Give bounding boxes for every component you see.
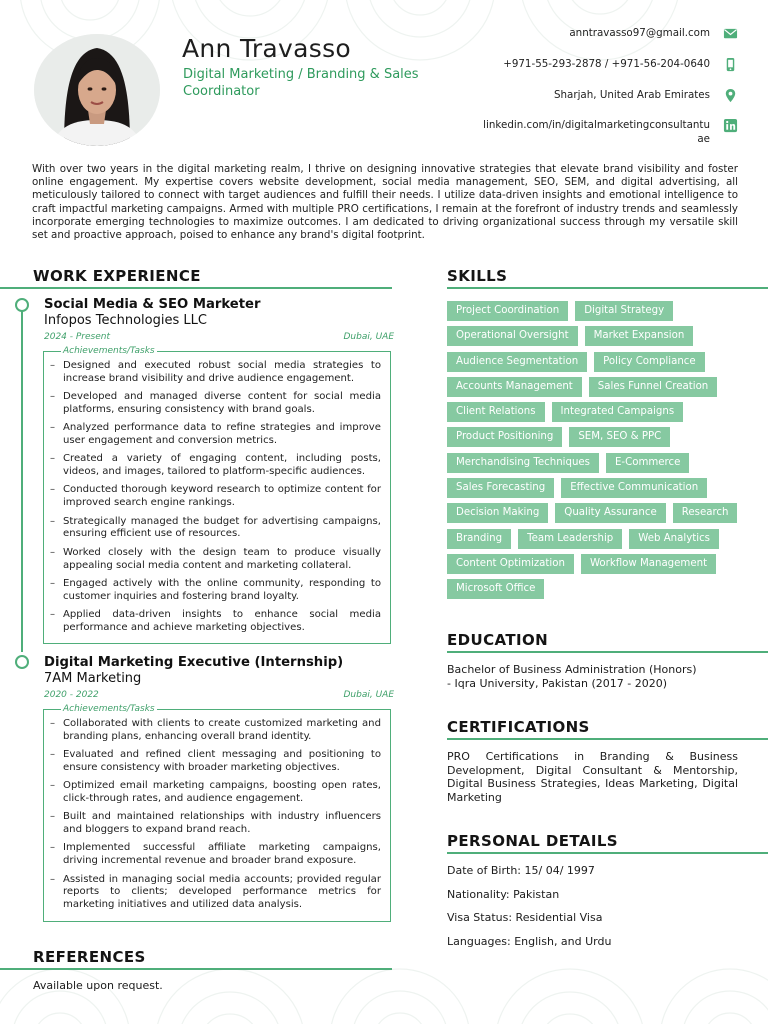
- skill-tag: Operational Oversight: [447, 326, 578, 346]
- skill-tag: Digital Strategy: [575, 301, 673, 321]
- skill-tag: Accounts Management: [447, 377, 582, 397]
- education-degree: Bachelor of Business Administration (Honors): [447, 663, 697, 676]
- map-pin-icon: [723, 88, 738, 103]
- education-entry: [447, 663, 697, 691]
- achievements-box: [43, 704, 391, 922]
- achievement-item: – Analyzed performance data to refine strategies and improve user engagement and conversion metrics.: [63, 422, 381, 448]
- references-divider: [0, 968, 392, 970]
- achievement-item: – Designed and executed robust social media strategies to increase brand visibility and drive audience engagement.: [63, 360, 381, 386]
- skill-tag: Client Relations: [447, 402, 545, 422]
- skill-tag: Sales Forecasting: [447, 478, 554, 498]
- achievement-item: – Created a variety of engaging content, including posts, videos, and images, tailored to platform-specific audiences.: [63, 453, 381, 479]
- job-entry: [44, 297, 394, 644]
- achievement-item: – Assisted in managing social media accounts; provided regular reports to clients; developed performance metrics for marketing initiatives and utilized data analysis.: [63, 874, 381, 913]
- skill-tag: SEM, SEO & PPC: [569, 427, 670, 447]
- achievement-item: – Implemented successful affiliate marketing campaigns, driving incremental revenue and broader brand exposure.: [63, 842, 381, 868]
- skill-tag: Decision Making: [447, 503, 548, 523]
- achievements-box: [43, 346, 391, 644]
- skill-tag: Sales Funnel Creation: [589, 377, 717, 397]
- personal-visa: Visa Status: Residential Visa: [447, 911, 603, 924]
- education-heading: EDUCATION: [447, 631, 549, 649]
- contact-email[interactable]: anntravasso97@gmail.com: [569, 27, 710, 39]
- certifications-divider: [447, 738, 768, 740]
- job-dates: 2024 - Present: [44, 332, 110, 342]
- education-divider: [447, 651, 768, 653]
- achievement-item: – Worked closely with the design team to produce visually appealing social media content and marketing collateral.: [63, 547, 381, 573]
- personal-dob: Date of Birth: 15/ 04/ 1997: [447, 864, 595, 877]
- personal-details-heading: PERSONAL DETAILS: [447, 832, 619, 850]
- contact-location: Sharjah, United Arab Emirates: [553, 89, 710, 101]
- personal-details-divider: [447, 852, 768, 854]
- job-location: Dubai, UAE: [343, 332, 394, 342]
- profile-photo: [34, 34, 160, 146]
- achievement-item: – Engaged actively with the online community, responding to customer inquiries and fostering brand loyalty.: [63, 578, 381, 604]
- skill-tag: Team Leadership: [518, 529, 622, 549]
- personal-nationality: Nationality: Pakistan: [447, 888, 560, 901]
- job-entry: [44, 655, 394, 922]
- personal-languages: Languages: English, and Urdu: [447, 935, 612, 948]
- achievement-item: – Evaluated and refined client messaging and positioning to ensure consistency with broader marketing objectives.: [63, 749, 381, 775]
- education-school: - Iqra University, Pakistan (2017 - 2020): [447, 677, 668, 690]
- skill-tag: Microsoft Office: [447, 579, 544, 599]
- candidate-name: Ann Travasso: [182, 34, 351, 63]
- skill-tag: Effective Communication: [561, 478, 707, 498]
- job-meta: [44, 690, 394, 700]
- certifications-text: PRO Certifications in Branding & Business Development, Digital Consultant & Mentorship, Digital Business Strategies, Ideas Marketing, Digital Marketing: [447, 750, 738, 804]
- envelope-icon: [723, 26, 738, 41]
- job-company: 7AM Marketing: [44, 671, 142, 686]
- achievements-list: [43, 352, 391, 643]
- skill-tag: Merchandising Techniques: [447, 453, 599, 473]
- achievements-label: Achievements/Tasks: [63, 346, 155, 356]
- contact-email-row: [438, 26, 738, 41]
- contact-linkedin[interactable]: linkedin.com/in/digitalmarketingconsultantuae: [483, 119, 710, 145]
- profile-photo-icon: [34, 34, 160, 146]
- contact-location-row: [438, 88, 738, 103]
- professional-summary: With over two years in the digital marketing realm, I thrive on designing innovative strategies that elevate brand visibility and foster online engagement. My expertise covers website development, social media management, SEO, SEM, and digital advertising, all meticulously tailored to connect with target audiences and fulfill their needs. I utilize data-driven insights and emotional intelligence to craft impactful marketing campaigns. Armed with multiple PRO certifications, I remain at the forefront of industry trends and seamlessly incorporate emerging technologies to maximize outcomes. I am dedicated to driving organizational success through my versatile skill set and proactive approach, poised to enhance any brand's digital footprint.: [32, 163, 738, 242]
- skill-tag: Research: [673, 503, 738, 523]
- skill-tag: Market Expansion: [585, 326, 694, 346]
- skill-tag: Quality Assurance: [555, 503, 665, 523]
- skill-tag: Integrated Campaigns: [552, 402, 684, 422]
- job-company: Infopos Technologies LLC: [44, 313, 207, 328]
- job-location: Dubai, UAE: [343, 690, 394, 700]
- contact-block: [438, 26, 738, 146]
- certifications-heading: CERTIFICATIONS: [447, 718, 590, 736]
- achievement-item: – Optimized email marketing campaigns, boosting open rates, click-through rates, and audience engagement.: [63, 780, 381, 806]
- references-heading: REFERENCES: [33, 948, 146, 966]
- references-text: Available upon request.: [33, 979, 163, 992]
- skill-tag: Content Optimization: [447, 554, 574, 574]
- work-experience-divider: [0, 287, 392, 289]
- job-title: Digital Marketing Executive (Internship): [44, 655, 344, 670]
- phone-icon: [723, 57, 738, 72]
- job-dates: 2020 - 2022: [44, 690, 99, 700]
- skill-tag: Audience Segmentation: [447, 352, 587, 372]
- timeline-line: [21, 306, 23, 652]
- skills-list: [447, 301, 747, 605]
- timeline-dot-icon: [15, 655, 29, 669]
- achievement-item: – Applied data-driven insights to enhance social media performance and achieve marketing objectives.: [63, 609, 381, 635]
- skill-tag: E-Commerce: [606, 453, 689, 473]
- skill-tag: Policy Compliance: [594, 352, 705, 372]
- skills-heading: SKILLS: [447, 267, 508, 285]
- achievement-item: – Conducted thorough keyword research to optimize content for improved search engine rankings.: [63, 484, 381, 510]
- achievement-item: – Built and maintained relationships with industry influencers and bloggers to expand brand reach.: [63, 811, 381, 837]
- achievement-item: – Developed and managed diverse content for social media platforms, ensuring consistency with brand goals.: [63, 391, 381, 417]
- job-title: Social Media & SEO Marketer: [44, 297, 261, 312]
- contact-phone-row: [438, 57, 738, 72]
- skills-divider: [447, 287, 768, 289]
- work-experience-heading: WORK EXPERIENCE: [33, 267, 201, 285]
- skill-tag: Product Positioning: [447, 427, 562, 447]
- contact-linkedin-row: [438, 118, 738, 146]
- contact-phone[interactable]: +971-55-293-2878 / +971-56-204-0640: [503, 58, 710, 70]
- role-line-1: Digital Marketing / Branding & Sales: [183, 67, 419, 82]
- skill-tag: Web Analytics: [629, 529, 719, 549]
- skill-tag: Project Coordination: [447, 301, 568, 321]
- achievement-item: – Strategically managed the budget for advertising campaigns, ensuring efficient use of resources.: [63, 516, 381, 542]
- timeline-dot-icon: [15, 298, 29, 312]
- achievement-item: – Collaborated with clients to create customized marketing and branding plans, enhancing overall brand identity.: [63, 718, 381, 744]
- skill-tag: Workflow Management: [581, 554, 716, 574]
- achievements-list: [43, 710, 391, 921]
- skill-tag: Branding: [447, 529, 511, 549]
- achievements-label: Achievements/Tasks: [63, 704, 155, 714]
- job-meta: [44, 332, 394, 342]
- linkedin-icon: [723, 118, 738, 133]
- role-line-2: Coordinator: [183, 84, 260, 99]
